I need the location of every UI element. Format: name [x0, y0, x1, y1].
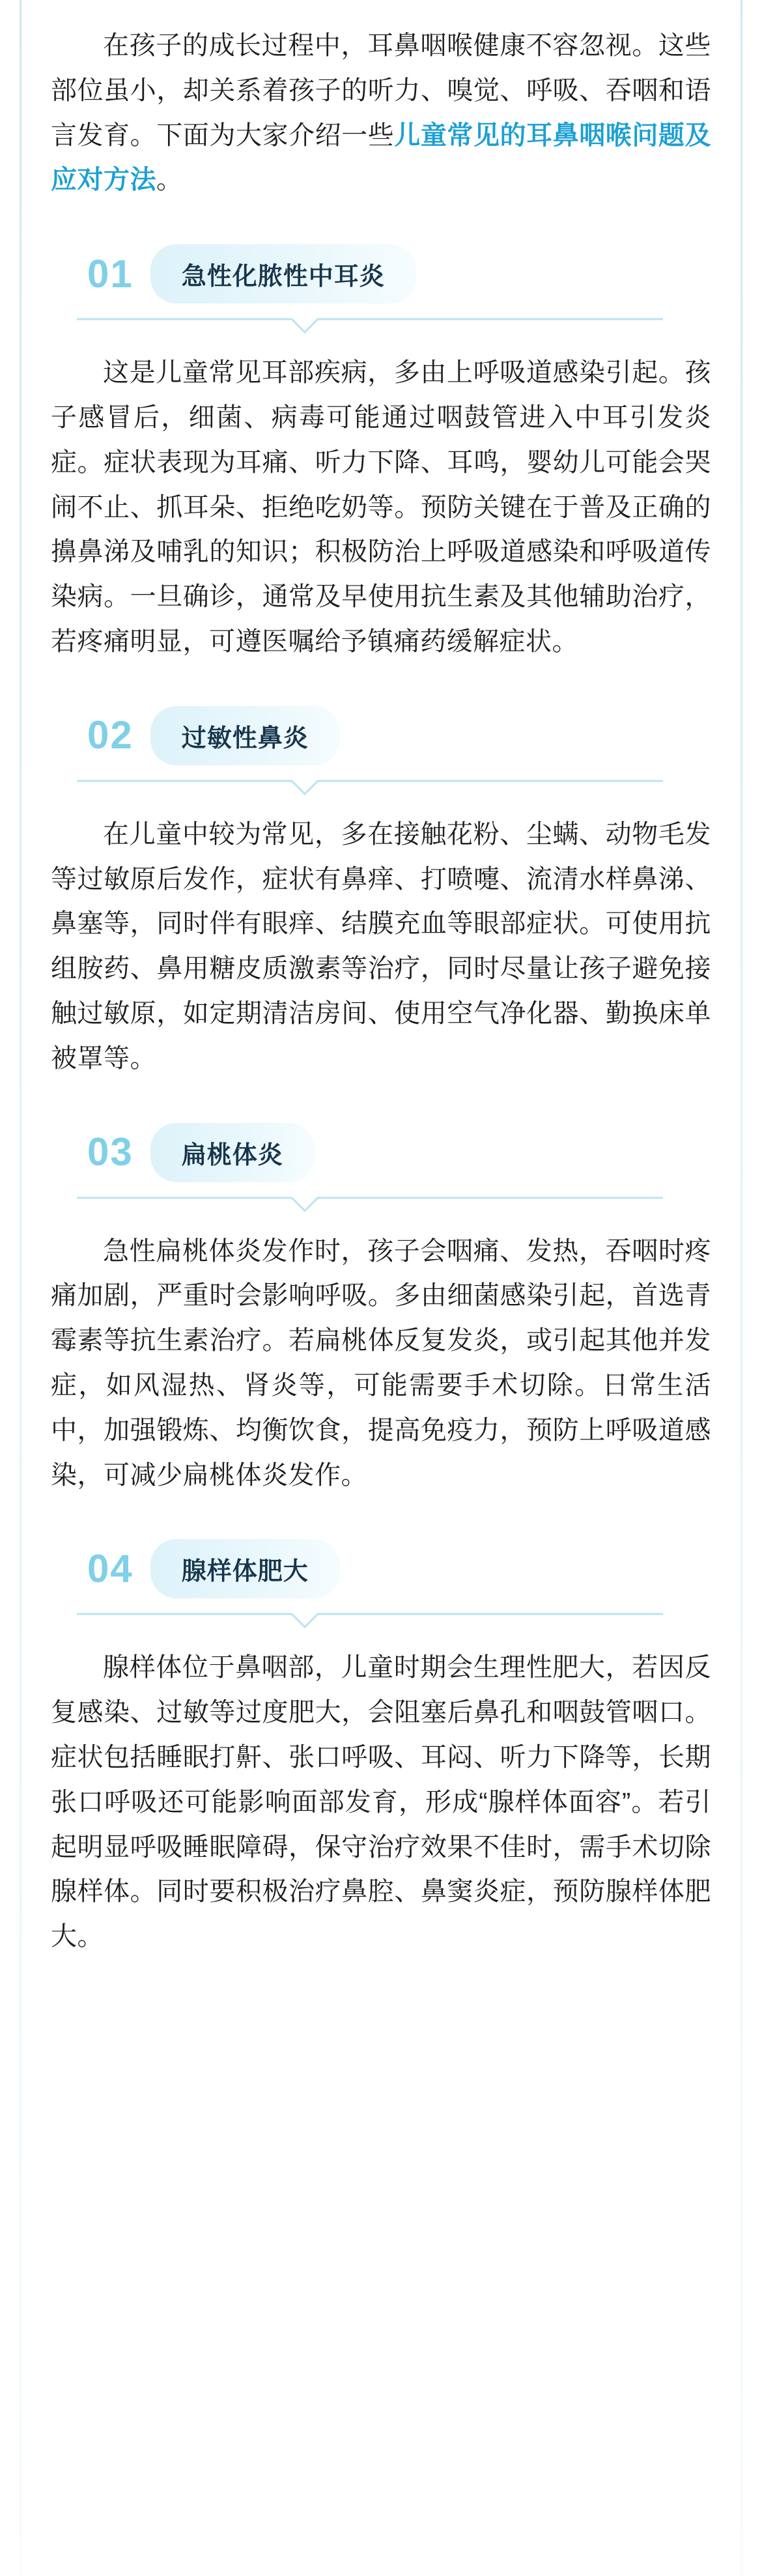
- section-04-body: 腺样体位于鼻咽部，儿童时期会生理性肥大，若因反复感染、过敏等过度肥大，会阻塞后鼻孔和咽鼓管咽口。症状包括睡眠打鼾、张口呼吸、耳闷、听力下降等，长期张口呼吸还可能影响面部发育，形成“腺样体面容”。若引起明显呼吸睡眠障碍，保守治疗效果不佳时，需手术切除腺样体。同时要积极治疗鼻腔、鼻窦炎症，预防腺样体肥大。: [51, 1653, 711, 1951]
- section-01: [51, 244, 711, 664]
- section-01-title: 急性化脓性中耳炎: [150, 244, 416, 304]
- section-03-heading: [51, 1123, 711, 1182]
- section-04-heading: [51, 1539, 711, 1598]
- section-02-number: 02: [87, 713, 134, 757]
- section-03-title: 扁桃体炎: [150, 1123, 315, 1182]
- section-02-title: 过敏性鼻炎: [150, 706, 340, 765]
- section-04-number: 04: [87, 1546, 134, 1591]
- section-03-body: 急性扁桃体炎发作时，孩子会咽痛、发热，吞咽时疼痛加剧，严重时会影响呼吸。多由细菌感染引起，首选青霉素等抗生素治疗。若扁桃体反复发炎，或引起其他并发症，如风湿热、肾炎等，可能需要手术切除。日常生活中，加强锻炼、均衡饮食，提高免疫力，预防上呼吸道感染，可减少扁桃体炎发作。: [51, 1236, 711, 1490]
- intro-highlight-link[interactable]: 儿童常见的耳鼻咽喉问题及应对方法: [51, 120, 711, 195]
- section-02-body: 在儿童中较为常见，多在接触花粉、尘螨、动物毛发等过敏原后发作，症状有鼻痒、打喷嚏、流清水样鼻涕、鼻塞等，同时伴有眼痒、结膜充血等眼部症状。可使用抗组胺药、鼻用糖皮质激素等治疗，同时尽量让孩子避免接触过敏原，如定期清洁房间、使用空气净化器、勤换床单被罩等。: [51, 819, 711, 1073]
- section-01-body: 这是儿童常见耳部疾病，多由上呼吸道感染引起。孩子感冒后，细菌、病毒可能通过咽鼓管进入中耳引发炎症。症状表现为耳痛、听力下降、耳鸣，婴幼儿可能会哭闹不止、抓耳朵、拒绝吃奶等。预防关键在于普及正确的擤鼻涕及哺乳的知识；积极防治上呼吸道感染和呼吸道传染病。一旦确诊，通常及早使用抗生素及其他辅助治疗，若疼痛明显，可遵医嘱给予镇痛药缓解症状。: [51, 358, 711, 656]
- intro-text-before-link: 在孩子的成长过程中，耳鼻咽喉健康不容忽视。这些部位虽小，却关系着孩子的听力、嗅觉、呼吸、吞咽和语言发育。下面为大家介绍一些: [51, 31, 711, 150]
- section-02-heading: [51, 706, 711, 765]
- section-04-title: 腺样体肥大: [150, 1539, 340, 1598]
- intro-text-after-link: 。: [156, 165, 183, 195]
- section-02-divider: [51, 778, 711, 800]
- section-02: [51, 706, 711, 1081]
- section-03-divider: [51, 1195, 711, 1217]
- section-04-divider: [51, 1611, 711, 1634]
- section-01-heading: [51, 244, 711, 304]
- intro-paragraph: [51, 0, 711, 203]
- section-03: [51, 1123, 711, 1498]
- section-04: [51, 1539, 711, 1959]
- section-01-divider: [51, 317, 711, 339]
- section-01-number: 01: [87, 251, 134, 296]
- section-03-number: 03: [87, 1130, 134, 1174]
